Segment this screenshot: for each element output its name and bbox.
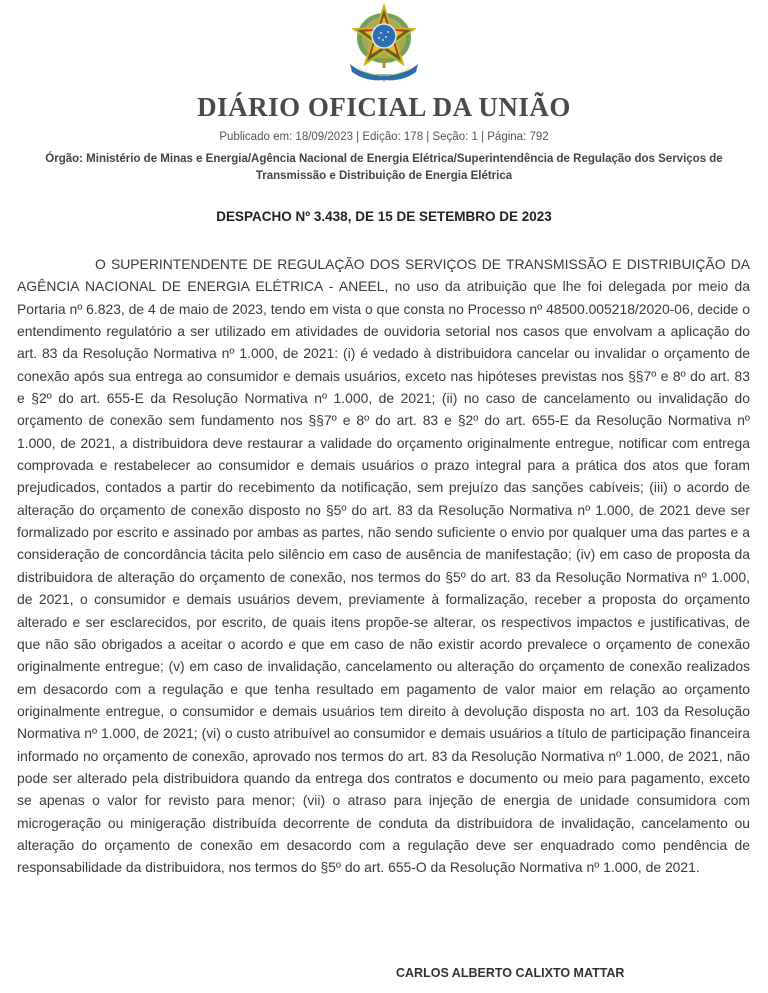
coat-of-arms-icon	[344, 2, 424, 82]
publication-info: Publicado em: 18/09/2023 | Edição: 178 | Seção: 1 | Página: 792	[219, 131, 549, 143]
newspaper-title: DIÁRIO OFICIAL DA UNIÃO	[197, 92, 571, 122]
signatory-name: CARLOS ALBERTO CALIXTO MATTAR	[396, 966, 625, 980]
coat-of-arms-emblem	[344, 2, 424, 82]
document-body: O SUPERINTENDENTE DE REGULAÇÃO DOS SERVIÇOS DE TRANSMISSÃO E DISTRIBUIÇÃO DA AGÊNCIA NACIONAL DE ENERGIA ELÉTRICA - ANEEL, no uso da atribuição que lhe foi delegada por meio da Portaria nº 6.823, de 4 de maio de 2023, tendo em vista o que consta no Processo nº 48500.005218/2020-06, decide o entendimento regulatório a ser utilizado em atividades de ouvidoria setorial nos casos que envolvam a aplicação do art. 83 da Resolução Normativa nº 1.000, de 2021: (i) é vedado à distribuidora cancelar ou invalidar o orçamento de conexão após sua entrega ao consumidor e demais usuários, exceto nas hipóteses previstas nos §§7º e 8º do art. 83 e §2º do art. 655-E da Resolução Normativa nº 1.000, de 2021; (ii) no caso de cancelamento ou invalidação do orçamento de conexão sem fundamento nos §§7º e 8º do art. 83 e §2º do art. 655-E da Resolução Normativa nº 1.000, de 2021, a distribuidora deve restaurar a validade do orçamento originalmente entregue, notificar com entrega comprovada e restabelecer ao consumidor e demais usuários o prazo integral para a prática dos atos que foram prejudicados, contados a partir do recebimento da notificação, sem prejuízo das sanções cabíveis; (iii) o acordo de alteração do orçamento de conexão disposto no §5º do art. 83 da Resolução Normativa nº 1.000, de 2021 deve ser formalizado por escrito e assinado por ambas as partes, não sendo suficiente o envio por qualquer uma das partes e a consideração de concordância tácita pelo silêncio em caso de ausência de manifestação; (iv) em caso de proposta da distribuidora de alteração do orçamento de conexão, nos termos do §5º do art. 83 da Resolução Normativa nº 1.000, de 2021, o consumidor e demais usuários devem, previamente à formalização, receber a proposta do orçamento alterado e ser esclarecidos, por escrito, de quais itens propõe-se alterar, os respectivos impactos e justificativas, de que não são obrigados a aceitar o acordo e que em caso de não existir acordo prevalece o orçamento de conexão originalmente entregue; (v) em caso de invalidação, cancelamento ou alteração do orçamento de conexão realizados em desacordo com a regulação e que tenha resultado em pagamento de valor maior em relação ao orçamento originalmente entregue, o consumidor e demais usuários tem direito à devolução disposta no art. 103 da Resolução Normativa nº 1.000, de 2021; (vi) o custo atribuível ao consumidor e demais usuários a título de participação financeira informado no orçamento de conexão, aprovado nos termos do art. 83 da Resolução Normativa nº 1.000, de 2021, não pode ser alterado pela distribuidora quando da entrega dos contratos e documento ou meio para pagamento, exceto se apenas o valor for revisto para menor; (vii) o atraso para injeção de energia de unidade consumidora com microgeração ou minigeração distribuída decorrente de conduta da distribuidora de invalidação, cancelamento ou alteração do orçamento de conexão em desacordo com a regulação deve ser enquadrado como pendência de responsabilidade da distribuidora, nos termos do §5º do art. 655-O da Resolução Normativa nº 1.000, de 2021.	[17, 256, 750, 876]
document-heading: DESPACHO Nº 3.438, DE 15 DE SETEMBRO DE 2023	[216, 209, 552, 224]
issuing-organ: Órgão: Ministério de Minas e Energia/Agência Nacional de Energia Elétrica/Superintendência de Regulação dos Serviços de Transmissão e Distribuição de Energia Elétrica	[45, 153, 723, 182]
